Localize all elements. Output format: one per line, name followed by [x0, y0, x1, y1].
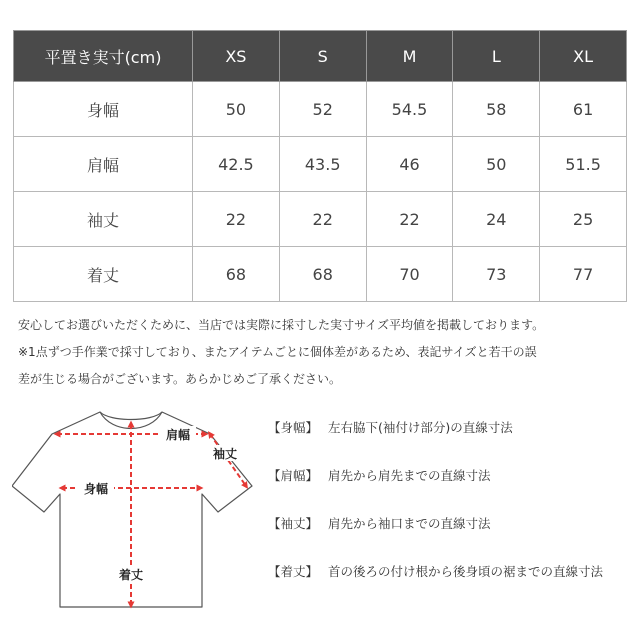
length-label: 着丈	[118, 568, 144, 582]
legend-item	[268, 562, 603, 610]
legend-desc: 肩先から肩先までの直線寸法	[328, 468, 491, 483]
size-table	[13, 30, 627, 302]
table-cell: 58	[453, 82, 540, 137]
table-cell: 68	[279, 247, 366, 302]
table-cell: 袖丈	[14, 192, 193, 247]
table-cell: 50	[193, 82, 280, 137]
table-header-cell: M	[366, 31, 453, 82]
table-cell: 25	[540, 192, 627, 247]
table-row	[14, 82, 627, 137]
table-header-row	[14, 31, 627, 82]
table-header-cell: S	[279, 31, 366, 82]
legend-label: 【身幅】	[268, 420, 319, 435]
table-cell: 肩幅	[14, 137, 193, 192]
table-cell: 42.5	[193, 137, 280, 192]
table-row	[14, 192, 627, 247]
legend-item	[268, 418, 603, 466]
measurement-legend	[268, 418, 603, 610]
legend-label: 【肩幅】	[268, 468, 319, 483]
note-line: 差が生じる場合がございます。あらかじめご了承ください。	[18, 372, 342, 386]
legend-item	[268, 466, 603, 514]
table-cell: 46	[366, 137, 453, 192]
table-row	[14, 137, 627, 192]
table-cell: 43.5	[279, 137, 366, 192]
legend-label: 【着丈】	[268, 564, 319, 579]
sleeve-label: 袖丈	[212, 447, 238, 461]
note-line: ※1点ずつ手作業で採寸しており、またアイテムごとに個体差があるため、表記サイズと若干の誤	[18, 345, 537, 359]
note-line: 安心してお選びいただくために、当店では実際に採寸した実寸サイズ平均値を掲載しております。	[18, 318, 545, 332]
width-label: 身幅	[83, 482, 109, 496]
table-cell: 61	[540, 82, 627, 137]
tshirt-diagram	[12, 400, 257, 620]
table-cell: 51.5	[540, 137, 627, 192]
legend-desc: 左右脇下(袖付け部分)の直線寸法	[328, 420, 513, 435]
legend-label: 【袖丈】	[268, 516, 319, 531]
table-cell: 77	[540, 247, 627, 302]
table-cell: 22	[279, 192, 366, 247]
table-header-cell: XS	[193, 31, 280, 82]
table-cell: 54.5	[366, 82, 453, 137]
legend-desc: 首の後ろの付け根から後身頃の裾までの直線寸法	[328, 564, 604, 579]
table-cell: 22	[193, 192, 280, 247]
table-cell: 24	[453, 192, 540, 247]
table-cell: 73	[453, 247, 540, 302]
table-cell: 68	[193, 247, 280, 302]
legend-desc: 肩先から袖口までの直線寸法	[328, 516, 491, 531]
table-row	[14, 247, 627, 302]
table-cell: 50	[453, 137, 540, 192]
measurement-note	[18, 312, 624, 393]
table-cell: 身幅	[14, 82, 193, 137]
table-cell: 22	[366, 192, 453, 247]
table-cell: 着丈	[14, 247, 193, 302]
table-cell: 52	[279, 82, 366, 137]
table-header-cell: 平置き実寸(cm)	[14, 31, 193, 82]
table-header-cell: L	[453, 31, 540, 82]
shoulder-label: 肩幅	[165, 428, 191, 442]
legend-item	[268, 514, 603, 562]
table-cell: 70	[366, 247, 453, 302]
table-header-cell: XL	[540, 31, 627, 82]
